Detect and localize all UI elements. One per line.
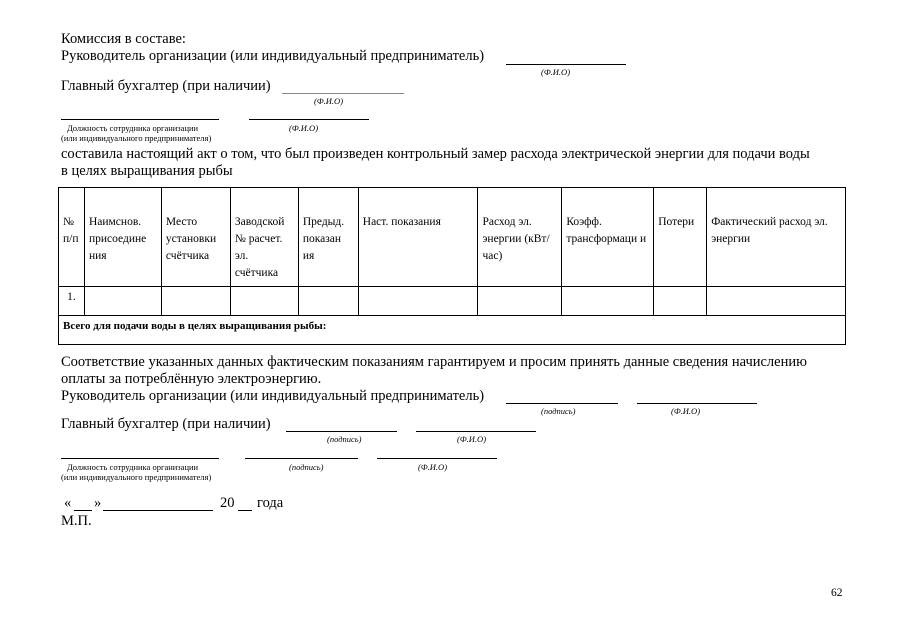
date-open-quote: « bbox=[64, 495, 72, 511]
column-header: Потери bbox=[654, 188, 707, 287]
date-month-line[interactable] bbox=[103, 510, 213, 511]
measurement-table bbox=[58, 187, 846, 345]
commission-title: Комиссия в составе: bbox=[61, 31, 186, 47]
column-header: Заводской № расчет. эл. счётчика bbox=[230, 188, 298, 287]
table-cell[interactable] bbox=[562, 287, 654, 316]
column-header: Расход эл. энергии (кВт/час) bbox=[478, 188, 562, 287]
fio-hint: (Ф.И.О) bbox=[418, 462, 448, 472]
total-label: Всего для подачи воды в целях выращивания рыбы: bbox=[59, 316, 846, 345]
column-header: Место установки счётчика bbox=[161, 188, 230, 287]
column-header: Наст. показания bbox=[358, 188, 478, 287]
employee-fio-line[interactable] bbox=[249, 119, 369, 120]
position-line[interactable] bbox=[61, 119, 219, 120]
column-header: Коэфф. трансформаци и bbox=[562, 188, 654, 287]
position-hint-sub: (или индивидуального предпринимателя) bbox=[61, 472, 212, 482]
total-row bbox=[59, 316, 846, 345]
employee-fio-line[interactable] bbox=[377, 458, 497, 459]
column-header: Наимснов. присоедине ния bbox=[84, 188, 161, 287]
column-header: Фактический расход эл. энергии bbox=[707, 188, 846, 287]
date-day-line[interactable] bbox=[74, 510, 92, 511]
employee-signature-line[interactable] bbox=[245, 458, 358, 459]
statement-text: составила настоящий акт о том, что был произведен контрольный замер расхода электрической энергии для подачи воды bbox=[61, 146, 810, 162]
fio-hint: (Ф.И.О) bbox=[541, 67, 571, 77]
signature-hint: (подпись) bbox=[327, 434, 362, 444]
row-number: 1. bbox=[59, 287, 85, 316]
table-cell[interactable] bbox=[230, 287, 298, 316]
column-header: № п/п bbox=[59, 188, 85, 287]
fio-hint: (Ф.И.О) bbox=[671, 406, 701, 416]
accountant-fio-line[interactable] bbox=[416, 431, 536, 432]
head-of-organization-label: Руководитель организации (или индивидуальный предприниматель) bbox=[61, 388, 485, 404]
column-header: Предыд. показан ия bbox=[298, 188, 358, 287]
table-cell[interactable] bbox=[161, 287, 230, 316]
head-signature-line[interactable] bbox=[506, 403, 618, 404]
table-cell[interactable] bbox=[654, 287, 707, 316]
head-fio-line[interactable] bbox=[506, 64, 626, 65]
confirmation-text-cont: оплаты за потреблённую электроэнергию. bbox=[61, 371, 322, 387]
stamp-place-label: М.П. bbox=[61, 513, 92, 529]
fio-hint: (Ф.И.О) bbox=[314, 96, 344, 106]
table-cell[interactable] bbox=[298, 287, 358, 316]
fio-hint: (Ф.И.О) bbox=[457, 434, 487, 444]
accountant-signature-line[interactable] bbox=[286, 431, 397, 432]
chief-accountant-label: Главный бухгалтер (при наличии) bbox=[61, 416, 271, 432]
position-line[interactable] bbox=[61, 458, 219, 459]
signature-hint: (подпись) bbox=[541, 406, 576, 416]
fio-hint: (Ф.И.О) bbox=[289, 123, 319, 133]
table-header-row bbox=[59, 188, 846, 287]
date-year-prefix: 20 bbox=[220, 495, 235, 511]
statement-text-cont: в целях выращивания рыбы bbox=[61, 163, 233, 179]
page-number: 62 bbox=[831, 587, 843, 599]
position-hint: Должность сотрудника организации bbox=[67, 123, 199, 133]
head-of-organization-label: Руководитель организации (или индивидуальный предприниматель) bbox=[61, 48, 485, 64]
position-hint-sub: (или индивидуального предпринимателя) bbox=[61, 133, 212, 143]
accountant-fio-line[interactable] bbox=[282, 93, 404, 94]
head-fio-line[interactable] bbox=[637, 403, 757, 404]
date-year-suffix: года bbox=[257, 495, 284, 511]
signature-hint: (подпись) bbox=[289, 462, 324, 472]
chief-accountant-label: Главный бухгалтер (при наличии) bbox=[61, 78, 271, 94]
date-close-quote: » bbox=[94, 495, 102, 511]
table-cell[interactable] bbox=[84, 287, 161, 316]
confirmation-text: Соответствие указанных данных фактическим показаниям гарантируем и просим принять данные сведения начислению bbox=[61, 354, 807, 370]
table-cell[interactable] bbox=[358, 287, 478, 316]
table-cell[interactable] bbox=[707, 287, 846, 316]
position-hint: Должность сотрудника организации bbox=[67, 462, 199, 472]
table-cell[interactable] bbox=[478, 287, 562, 316]
date-year-line[interactable] bbox=[238, 510, 252, 511]
table-row bbox=[59, 287, 846, 316]
